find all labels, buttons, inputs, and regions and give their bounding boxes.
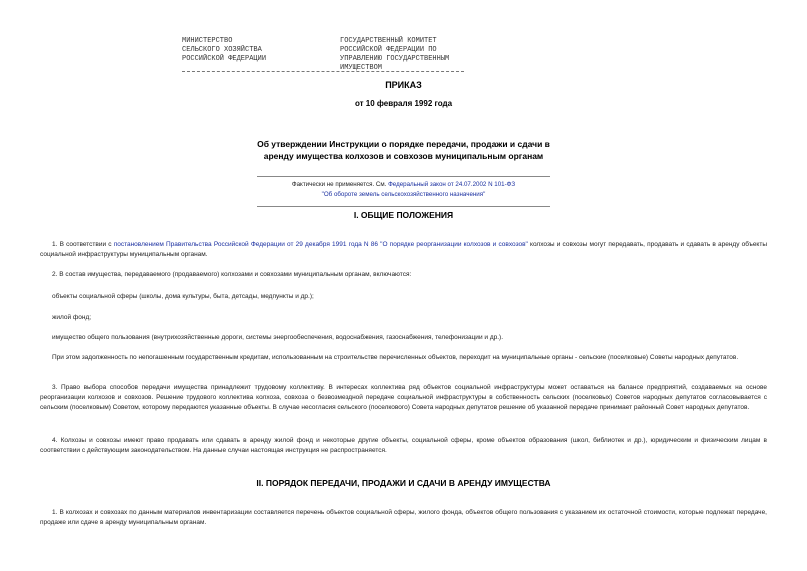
header-right-line: РОССИЙСКОЙ ФЕДЕРАЦИИ ПО	[340, 46, 437, 54]
subject-line: Об утверждении Инструкции о порядке передачи, продажи и сдачи в	[257, 139, 550, 149]
header-left-line: СЕЛЬСКОГО ХОЗЯЙСТВА	[182, 46, 262, 54]
document-date: от 10 февраля 1992 года	[354, 99, 453, 108]
document-title: ПРИКАЗ	[385, 80, 422, 90]
paragraph-1-3: 3. Право выбора способов передачи имущества принадлежит трудовому коллективу. В интересах коллектива ряд объектов социальной инфраструктуры может оставаться на балансе предприятий, создаваемых на основе реорганизации колхозов и совхозов. Решение трудового коллектива колхоза, совхоза о безвозмездной передаче социальной инфраструктуры в собственность сельских (поселковых) Советов народных депутатов согласовывается с сельским (поселковым) Советом, которому передаются указанные объекты. В случае несогласия сельского (поселкового) Совета народных депутатов решение об указанной передаче принимает районный Совет народных депутатов.	[40, 384, 767, 411]
paragraph-1-2: 2. В состав имущества, передаваемого (продаваемого) колхозами и совхозами муниципальным органам, включаются:	[52, 271, 412, 278]
paragraph-text: колхозы и совхозы могут передавать, продавать и сдавать в аренду объекты социальной инфраструктуры муниципальным органам.	[40, 241, 767, 258]
header-left-organization	[182, 37, 266, 64]
header-right-line: ГОСУДАРСТВЕННЫЙ КОМИТЕТ	[340, 37, 437, 45]
paragraph-1-4: 4. Колхозы и совхозы имеют право продавать или сдавать в аренду жилой фонд и некоторые другие объекты, социальной сферы, кроме объектов образования (школ, библиотек и др.), юридическим и физическим лицам в соответствии с действующим законодательством. На данные случаи настоящая инструкция не распространяется.	[40, 437, 767, 454]
header-right-line: ИМУЩЕСТВОМ	[340, 64, 383, 72]
paragraph-1-1	[40, 240, 767, 260]
law-link[interactable]: Федеральный закон от 24.07.2002 N 101-ФЗ	[388, 181, 516, 188]
status-note	[0, 180, 807, 200]
paragraph-1-2c: имущество общего пользования (внутрихозяйственные дороги, системы энергообеспечения, водоснабжения, газоснабжения, телефонизации и др.).	[52, 334, 503, 341]
note-divider-top	[257, 176, 550, 177]
resolution-link[interactable]: постановлением Правительства Российской Федерации от 29 декабря 1991 года N 86 "О порядке реорганизации колхозов и совхозов"	[113, 241, 528, 248]
note-text: Фактически не применяется. См.	[291, 181, 389, 188]
paragraph-1-2a: объекты социальной сферы (школы, дома культуры, быта, детсады, медпункты и др.);	[52, 293, 314, 300]
header-right-organization	[340, 37, 449, 73]
paragraph-1-2b: жилой фонд;	[52, 314, 92, 321]
law-title-link[interactable]: "Об обороте земель сельскохозяйственного назначения"	[321, 191, 486, 198]
paragraph-1-2d: При этом задолженность по непогашенным государственным кредитам, использованным на строительстве перечисленных объектов, переходит на муниципальные органы - сельские (поселковые) Советы народных депутатов.	[52, 354, 739, 361]
section-2-title: II. ПОРЯДОК ПЕРЕДАЧИ, ПРОДАЖИ И СДАЧИ В АРЕНДУ ИМУЩЕСТВА	[256, 478, 551, 488]
paragraph-text: 1. В соответствии с	[52, 241, 114, 248]
header-divider	[182, 71, 464, 72]
section-1-title: I. ОБЩИЕ ПОЛОЖЕНИЯ	[353, 210, 454, 220]
document-subject	[0, 138, 807, 162]
header-left-line: РОССИЙСКОЙ ФЕДЕРАЦИИ	[182, 55, 267, 63]
paragraph-2-1: 1. В колхозах и совхозах по данным материалов инвентаризации составляется перечень объектов социальной сферы, жилого фонда, объектов общего пользования с указанием их остаточной стоимости, которые подлежат передаче, продаже или сдаче в аренду муниципальным органам.	[40, 509, 767, 526]
header-left-line: МИНИСТЕРСТВО	[182, 37, 233, 45]
note-divider-bottom	[257, 206, 550, 207]
header-right-line: УПРАВЛЕНИЮ ГОСУДАРСТВЕННЫМ	[340, 55, 450, 63]
subject-line: аренду имущества колхозов и совхозов муниципальным органам	[263, 151, 544, 161]
